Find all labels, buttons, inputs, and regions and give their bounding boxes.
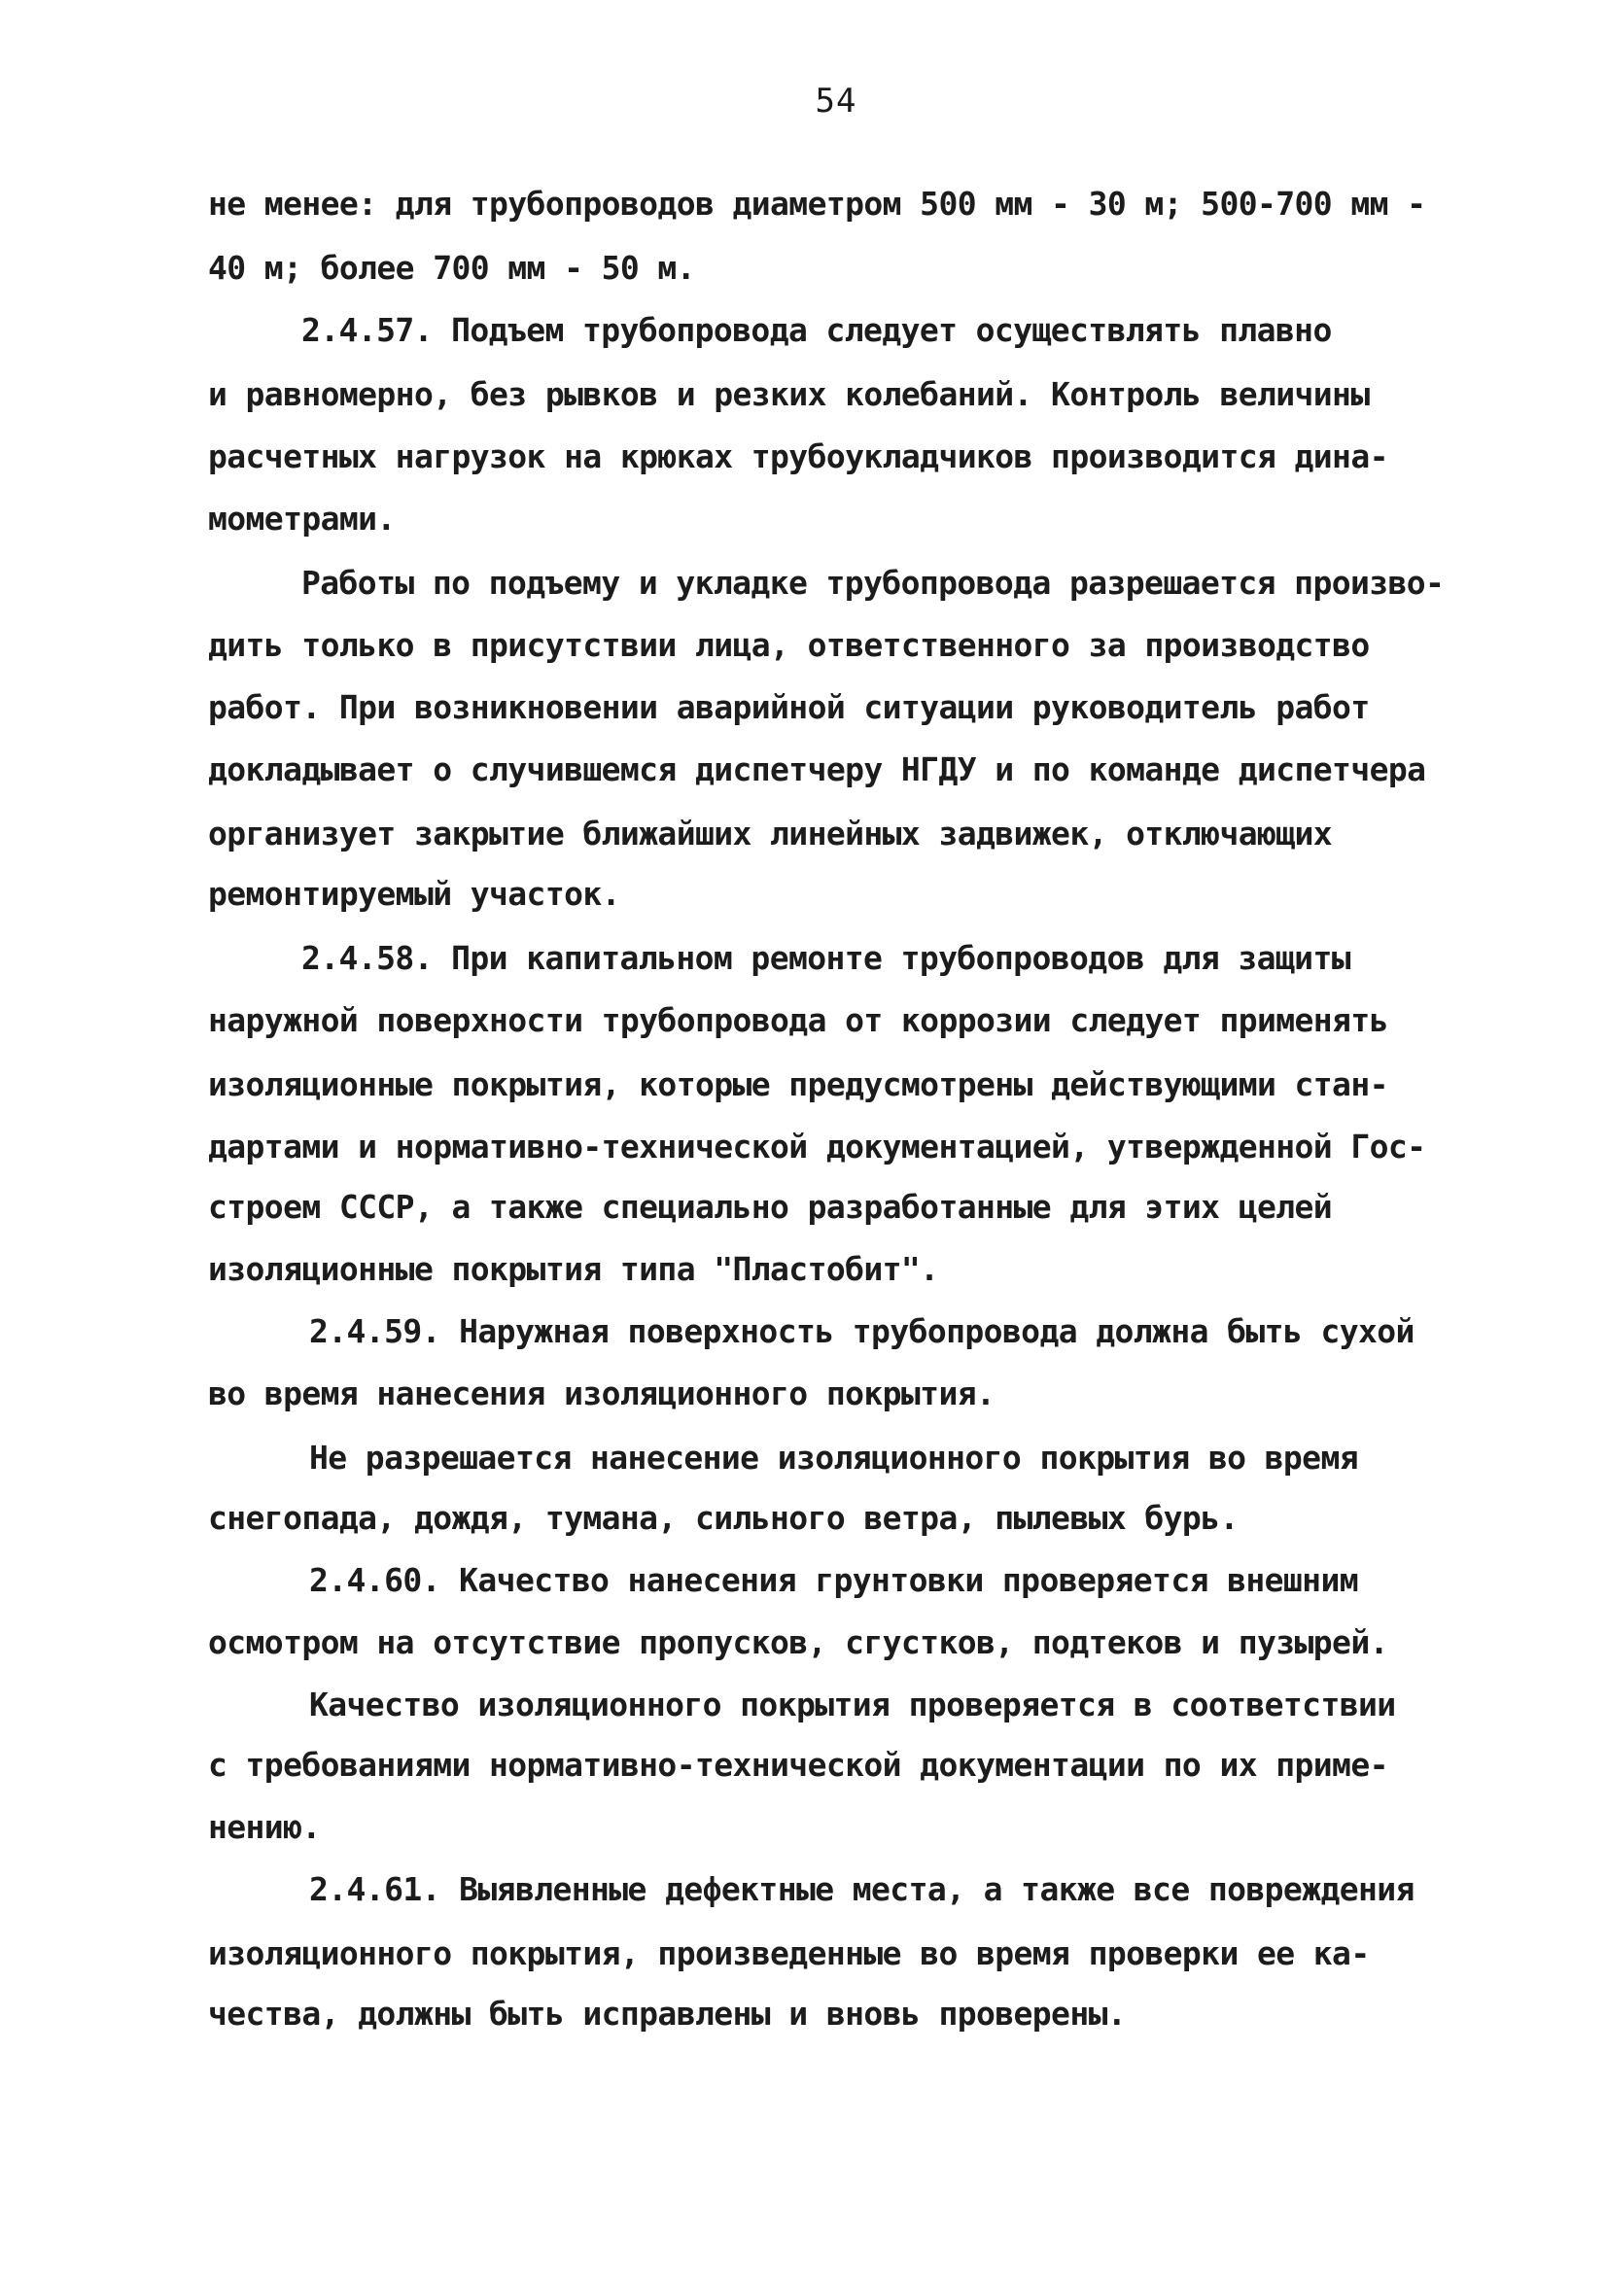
- text-line: 2.4.61. Выявленные дефектные места, а также все повреждения: [309, 1870, 1415, 1908]
- text-line: чества, должны быть исправлены и вновь проверены.: [208, 1995, 1127, 2033]
- text-line: Качество изоляционного покрытия проверяется в соответствии: [309, 1686, 1396, 1723]
- text-line: с требованиями нормативно-технической документации по их приме-: [208, 1746, 1388, 1784]
- text-line: строем СССР, а также специально разработанные для этих целей: [208, 1188, 1333, 1226]
- text-line: организует закрытие ближайших линейных задвижек, отключающих: [208, 815, 1333, 852]
- text-line: ремонтируемый участок.: [208, 875, 620, 913]
- text-line: осмотром на отсутствие пропусков, сгустков, подтеков и пузырей.: [208, 1623, 1388, 1661]
- text-line: дартами и нормативно-технической документацией, утвержденной Гос-: [208, 1128, 1426, 1165]
- page-number: 54: [815, 82, 857, 121]
- text-line: 2.4.60. Качество нанесения грунтовки проверяется внешним: [309, 1561, 1358, 1599]
- text-line: мометрами.: [208, 500, 396, 538]
- text-line: наружной поверхности трубопровода от коррозии следует применять: [208, 1001, 1388, 1039]
- text-line: и равномерно, без рывков и резких колебаний. Контроль величины: [208, 375, 1370, 413]
- text-line: изоляционные покрытия типа "Пластобит".: [208, 1250, 939, 1288]
- text-line: 2.4.58. При капитальном ремонте трубопроводов для защиты: [301, 939, 1350, 977]
- text-line: не менее: для трубопроводов диаметром 500 мм - 30 м; 500-700 мм -: [208, 185, 1426, 223]
- text-line: дить только в присутствии лица, ответственного за производство: [208, 626, 1370, 664]
- text-line: работ. При возникновении аварийной ситуации руководитель работ: [208, 688, 1370, 726]
- text-line: изоляционные покрытия, которые предусмотрены действующими стан-: [208, 1065, 1388, 1103]
- text-line: снегопада, дождя, тумана, сильного ветра, пылевых бурь.: [208, 1499, 1239, 1537]
- text-line: 2.4.57. Подъем трубопровода следует осуществлять плавно: [301, 311, 1332, 349]
- text-line: расчетных нагрузок на крюках трубоукладчиков производится дина-: [208, 437, 1388, 475]
- text-line: 2.4.59. Наружная поверхность трубопровода должна быть сухой: [309, 1312, 1415, 1350]
- text-line: во время нанесения изоляционного покрытия.: [208, 1374, 996, 1412]
- text-line: изоляционного покрытия, произведенные во время проверки ее ка-: [208, 1934, 1370, 1972]
- text-line: нению.: [208, 1808, 321, 1846]
- text-line: Не разрешается нанесение изоляционного покрытия во время: [309, 1439, 1358, 1477]
- text-line: 40 м; более 700 мм - 50 м.: [208, 249, 695, 287]
- text-line: Работы по подъему и укладке трубопровода разрешается произво-: [301, 564, 1445, 602]
- text-line: докладывает о случившемся диспетчеру НГДУ и по команде диспетчера: [208, 750, 1426, 788]
